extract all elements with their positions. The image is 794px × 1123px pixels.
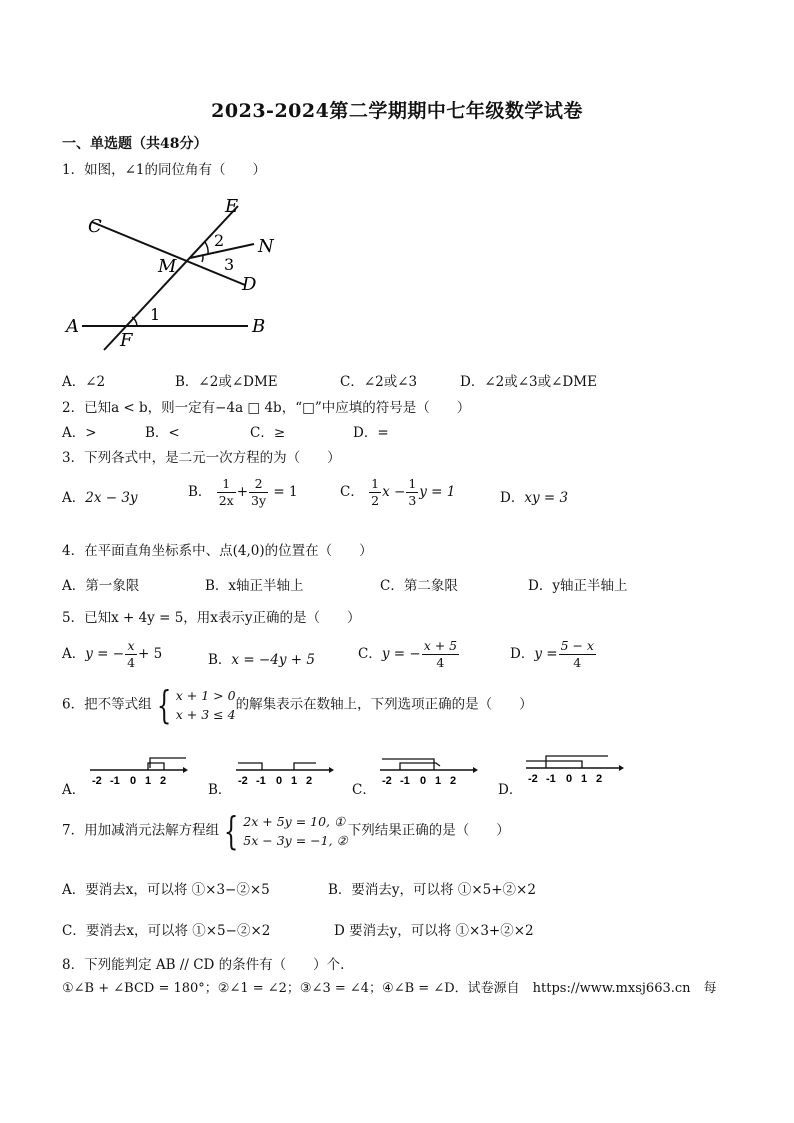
tick-d-4: 2 [596,773,603,785]
q7-eq1: 2x + 5y = 10, ① [243,814,346,829]
q5-d-den: 4 [573,655,582,670]
q3-c-label: C． [340,484,364,500]
question-8-stem: 8．下列能判定 AB // CD 的条件有（ ）个. [62,957,345,973]
q3-c-num2: 1 [408,476,417,491]
question-7-stem [62,809,510,853]
question-2-stem: 2．已知a < b，则一定有−4a □ 4b，“□”中应填的符号是（ ） [62,400,471,416]
q5-d-num: 5 − x [560,638,594,653]
question-4-stem: 4．在平面直角坐标系中、点(4,0)的位置在（ ） [62,543,373,559]
tick-d-0: -2 [528,773,538,785]
q7-option-d: D 要消去y，可以将 ①×3+②×2 [334,923,534,939]
question-5-stem: 5．已知x + 4y = 5，用x表示y正确的是（ ） [62,610,361,626]
tick-b-2: 0 [276,775,283,787]
question-1-figure [62,190,292,355]
q3-d-label: D． [500,490,525,506]
q3-b-den1: 2x [218,493,234,508]
q6-pre: 6．把不等式组 [62,696,152,713]
q1-option-b: B．∠2或∠DME [175,374,278,390]
q5-a-num: x [125,638,137,655]
q3-option-a [62,486,138,506]
tick-a-4: 2 [160,775,167,787]
q2-option-c: C．≥ [250,425,286,441]
q5-option-d [510,638,597,671]
q5-option-c [358,638,460,671]
q2-option-d: D．= [353,425,389,441]
q3-b-rhs: = 1 [273,484,298,500]
label-a: A [66,316,79,337]
question-3-stem: 3．下列各式中，是二元一次方程的为（ ） [62,450,341,466]
q4-option-a: A．第一象限 [62,578,140,594]
label-c: C [88,216,102,237]
label-m: M [158,256,177,277]
q5-d-lhs: y = [534,646,558,662]
q6-post: 的解集表示在数轴上，下列选项正确的是（ ） [235,696,533,713]
q6-option-c: C． [352,782,376,798]
q3-d-expr: xy = 3 [524,490,569,506]
q3-c-frac1 [369,476,381,509]
q4-option-b: B．x轴正半轴上 [205,578,304,594]
q5-d-frac [559,638,596,671]
page-title: 2023-2024第二学期期中七年级数学试卷 [211,100,583,122]
q6-eq2: x + 3 ≤ 4 [175,707,236,722]
q5-c-label: C． [358,646,382,662]
tick-b-3: 1 [291,775,298,787]
tick-c-1: -1 [400,775,410,787]
tick-a-0: -2 [92,775,102,787]
q3-a-label: A． [62,490,86,506]
q3-option-c [340,476,455,509]
question-8-conditions: ①∠B + ∠BCD = 180°；②∠1 = ∠2；③∠3 = ∠4；④∠B = ∠D．试卷源自 https://www.mxsj663.cn 每 [62,981,717,996]
tick-c-2: 0 [420,775,427,787]
q3-c-v1: x − [382,484,406,500]
q6-numberline-a [88,752,188,792]
tick-c-3: 1 [435,775,442,787]
label-angle-3: 3 [224,255,235,274]
q3-c-v2: y = 1 [419,484,456,500]
q7-option-b: B．要消去y，可以将 ①×5+②×2 [328,882,536,898]
q3-c-den2: 3 [408,493,417,508]
tick-d-1: -1 [546,773,556,785]
tick-d-3: 1 [581,773,588,785]
tick-a-1: -1 [110,775,120,787]
q6-numberline-c [378,752,478,792]
q3-c-frac2 [406,476,418,509]
tick-b-1: -1 [256,775,266,787]
tick-c-0: -2 [382,775,392,787]
angle-2-arc [205,242,208,254]
label-d: D [242,274,257,295]
q3-a-expr: 2x − 3y [85,490,138,506]
line-ef [104,206,238,350]
section-heading: 一、单选题（共48分） [62,136,208,152]
q3-b-plus: + [236,484,249,500]
label-angle-2: 2 [214,231,225,250]
q3-c-den1: 2 [371,493,380,508]
q1-option-a: A．∠2 [62,374,106,390]
q5-c-den: 4 [436,655,445,670]
q3-option-b [188,476,298,509]
q6-option-b: B． [208,782,232,798]
tick-d-2: 0 [566,773,573,785]
q5-a-den: 4 [127,655,136,670]
q5-b-label: B． [208,652,232,668]
q5-c-frac [422,638,459,671]
q1-option-d: D．∠2或∠3或∠DME [460,374,597,390]
tick-c-4: 2 [450,775,457,787]
tick-b-0: -2 [238,775,248,787]
q6-system [152,683,236,727]
q4-option-c: C．第二象限 [380,578,458,594]
tick-a-2: 0 [130,775,137,787]
q7-eq2: 5x − 3y = −1, ② [243,833,348,848]
tick-a-3: 1 [145,775,152,787]
q5-c-num: x + 5 [423,638,458,653]
q5-d-label: D． [510,646,535,662]
q1-option-c: C．∠2或∠3 [340,374,418,390]
q6-brace: { [156,683,171,727]
q5-c-lhs: y = − [381,646,421,662]
q7-option-c: C．要消去x，可以将 ①×5−②×2 [62,923,271,939]
q5-a-frac [125,638,137,671]
label-e: E [225,196,239,217]
q5-option-b [208,648,315,668]
q7-post: 下列结果正确的是（ ） [347,822,510,839]
q3-c-num1: 1 [371,476,380,491]
q3-b-label: B． [188,484,212,500]
label-n: N [258,236,274,257]
q6-option-d: D． [498,782,523,798]
q3-b-num1: 1 [217,476,236,493]
q5-option-a [62,638,162,671]
label-angle-1: 1 [150,305,161,324]
q7-brace: { [223,809,239,853]
q7-pre: 7．用加减消元法解方程组 [62,822,220,839]
q3-option-d [500,486,568,506]
q7-system [219,809,348,853]
question-6-stem [62,683,533,727]
q6-option-a: A． [62,782,86,798]
q7-option-a: A．要消去x，可以将 ①×3−②×5 [62,882,270,898]
q4-option-d: D．y轴正半轴上 [528,578,628,594]
q5-a-tail: + 5 [138,646,163,662]
tick-b-4: 2 [306,775,313,787]
q3-b-frac1 [217,476,236,509]
q2-option-a: A．> [62,425,97,441]
q6-numberline-b [234,752,334,792]
q2-option-b: B．< [145,425,180,441]
q6-eq1: x + 1 > 0 [175,688,236,703]
angle-3-arc [202,256,203,262]
q3-b-den2: 3y [251,493,267,508]
q6-numberline-d [524,750,624,790]
angle-1-arc [132,317,137,326]
question-1-stem: 1．如图，∠1的同位角有（ ） [62,162,266,178]
q5-a-label: A． [62,646,86,662]
label-f: F [120,330,133,351]
q5-b-expr: x = −4y + 5 [231,652,315,668]
q5-a-lhs: y = − [85,646,125,662]
q3-b-frac2 [249,476,268,509]
q3-b-num2: 2 [249,476,268,493]
label-b: B [252,316,266,337]
